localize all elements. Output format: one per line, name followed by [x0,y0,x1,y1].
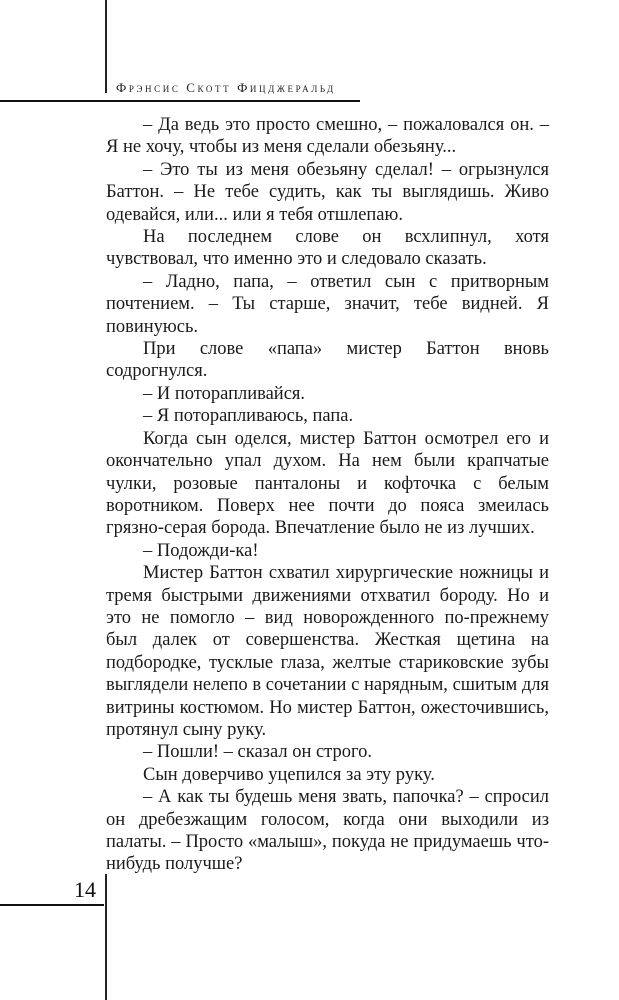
paragraph: – Подожди-ка! [143,540,259,561]
header-rule [0,100,360,102]
running-header [0,80,360,104]
footer-rule [0,904,104,906]
paragraph: – Я поторапливаюсь, папа. [143,406,354,427]
paragraph: На последнем слове он всхлипнул, хотя чувствовал, что именно это и следовало сказать. [106,227,549,270]
paragraph: – И поторапливайся. [143,383,306,404]
paragraph: – Ладно, папа, – ответил сын с притворным почтением. – Ты старше, значит, тебе видней. Я повинуюсь. [106,271,549,337]
paragraph: При слове «папа» мистер Баттон вновь содрогнулся. [106,339,549,382]
paragraph: – Пошли! – сказал он строго. [143,742,372,763]
running-title: Фрэнсис Скотт Фицджеральд [116,80,336,95]
body-text [106,114,549,876]
page-number: 14 [74,877,96,902]
paragraph: Когда сын оделся, мистер Баттон осмотрел его и окончательно упал духом. На нем были крапчатые чулки, розовые панталоны и кофточка с белым воротником. Поверх нее почти до пояса змеилась грязно-серая борода. Впечатление было не из лучших. [106,428,549,539]
paragraph: – Это ты из меня обезьяну сделал! – огрызнулся Баттон. – Не тебе судить, как ты выглядишь. Живо одевайся, или... или я тебя отшлепаю. [106,159,549,225]
margin-rule-bottom [105,874,107,1000]
page-footer [0,878,104,910]
paragraph: – Да ведь это просто смешно, – пожаловался он. – Я не хочу, чтобы из меня сделали обезьяну... [106,115,549,158]
paragraph: Сын доверчиво уцепился за эту руку. [143,764,435,785]
paragraph: Мистер Баттон схватил хирургические ножницы и тремя быстрыми движениями отхватил бороду. Но и это не помогло – вид новорожденного по-прежнему был далек от совершенства. Жесткая щетина на подбородке, тусклые глаза, желтые стариковские зубы выглядели нелепо в сочетании с нарядным, сшитым для витрины костюмом. Но мистер Баттон, ожесточившись, протянул сыну руку. [106,563,549,740]
paragraph: – А как ты будешь меня звать, папочка? – спросил он дребезжащим голосом, когда они выходили из палаты. – Просто «малыш», покуда не придумаешь что-нибудь получше? [106,787,549,875]
